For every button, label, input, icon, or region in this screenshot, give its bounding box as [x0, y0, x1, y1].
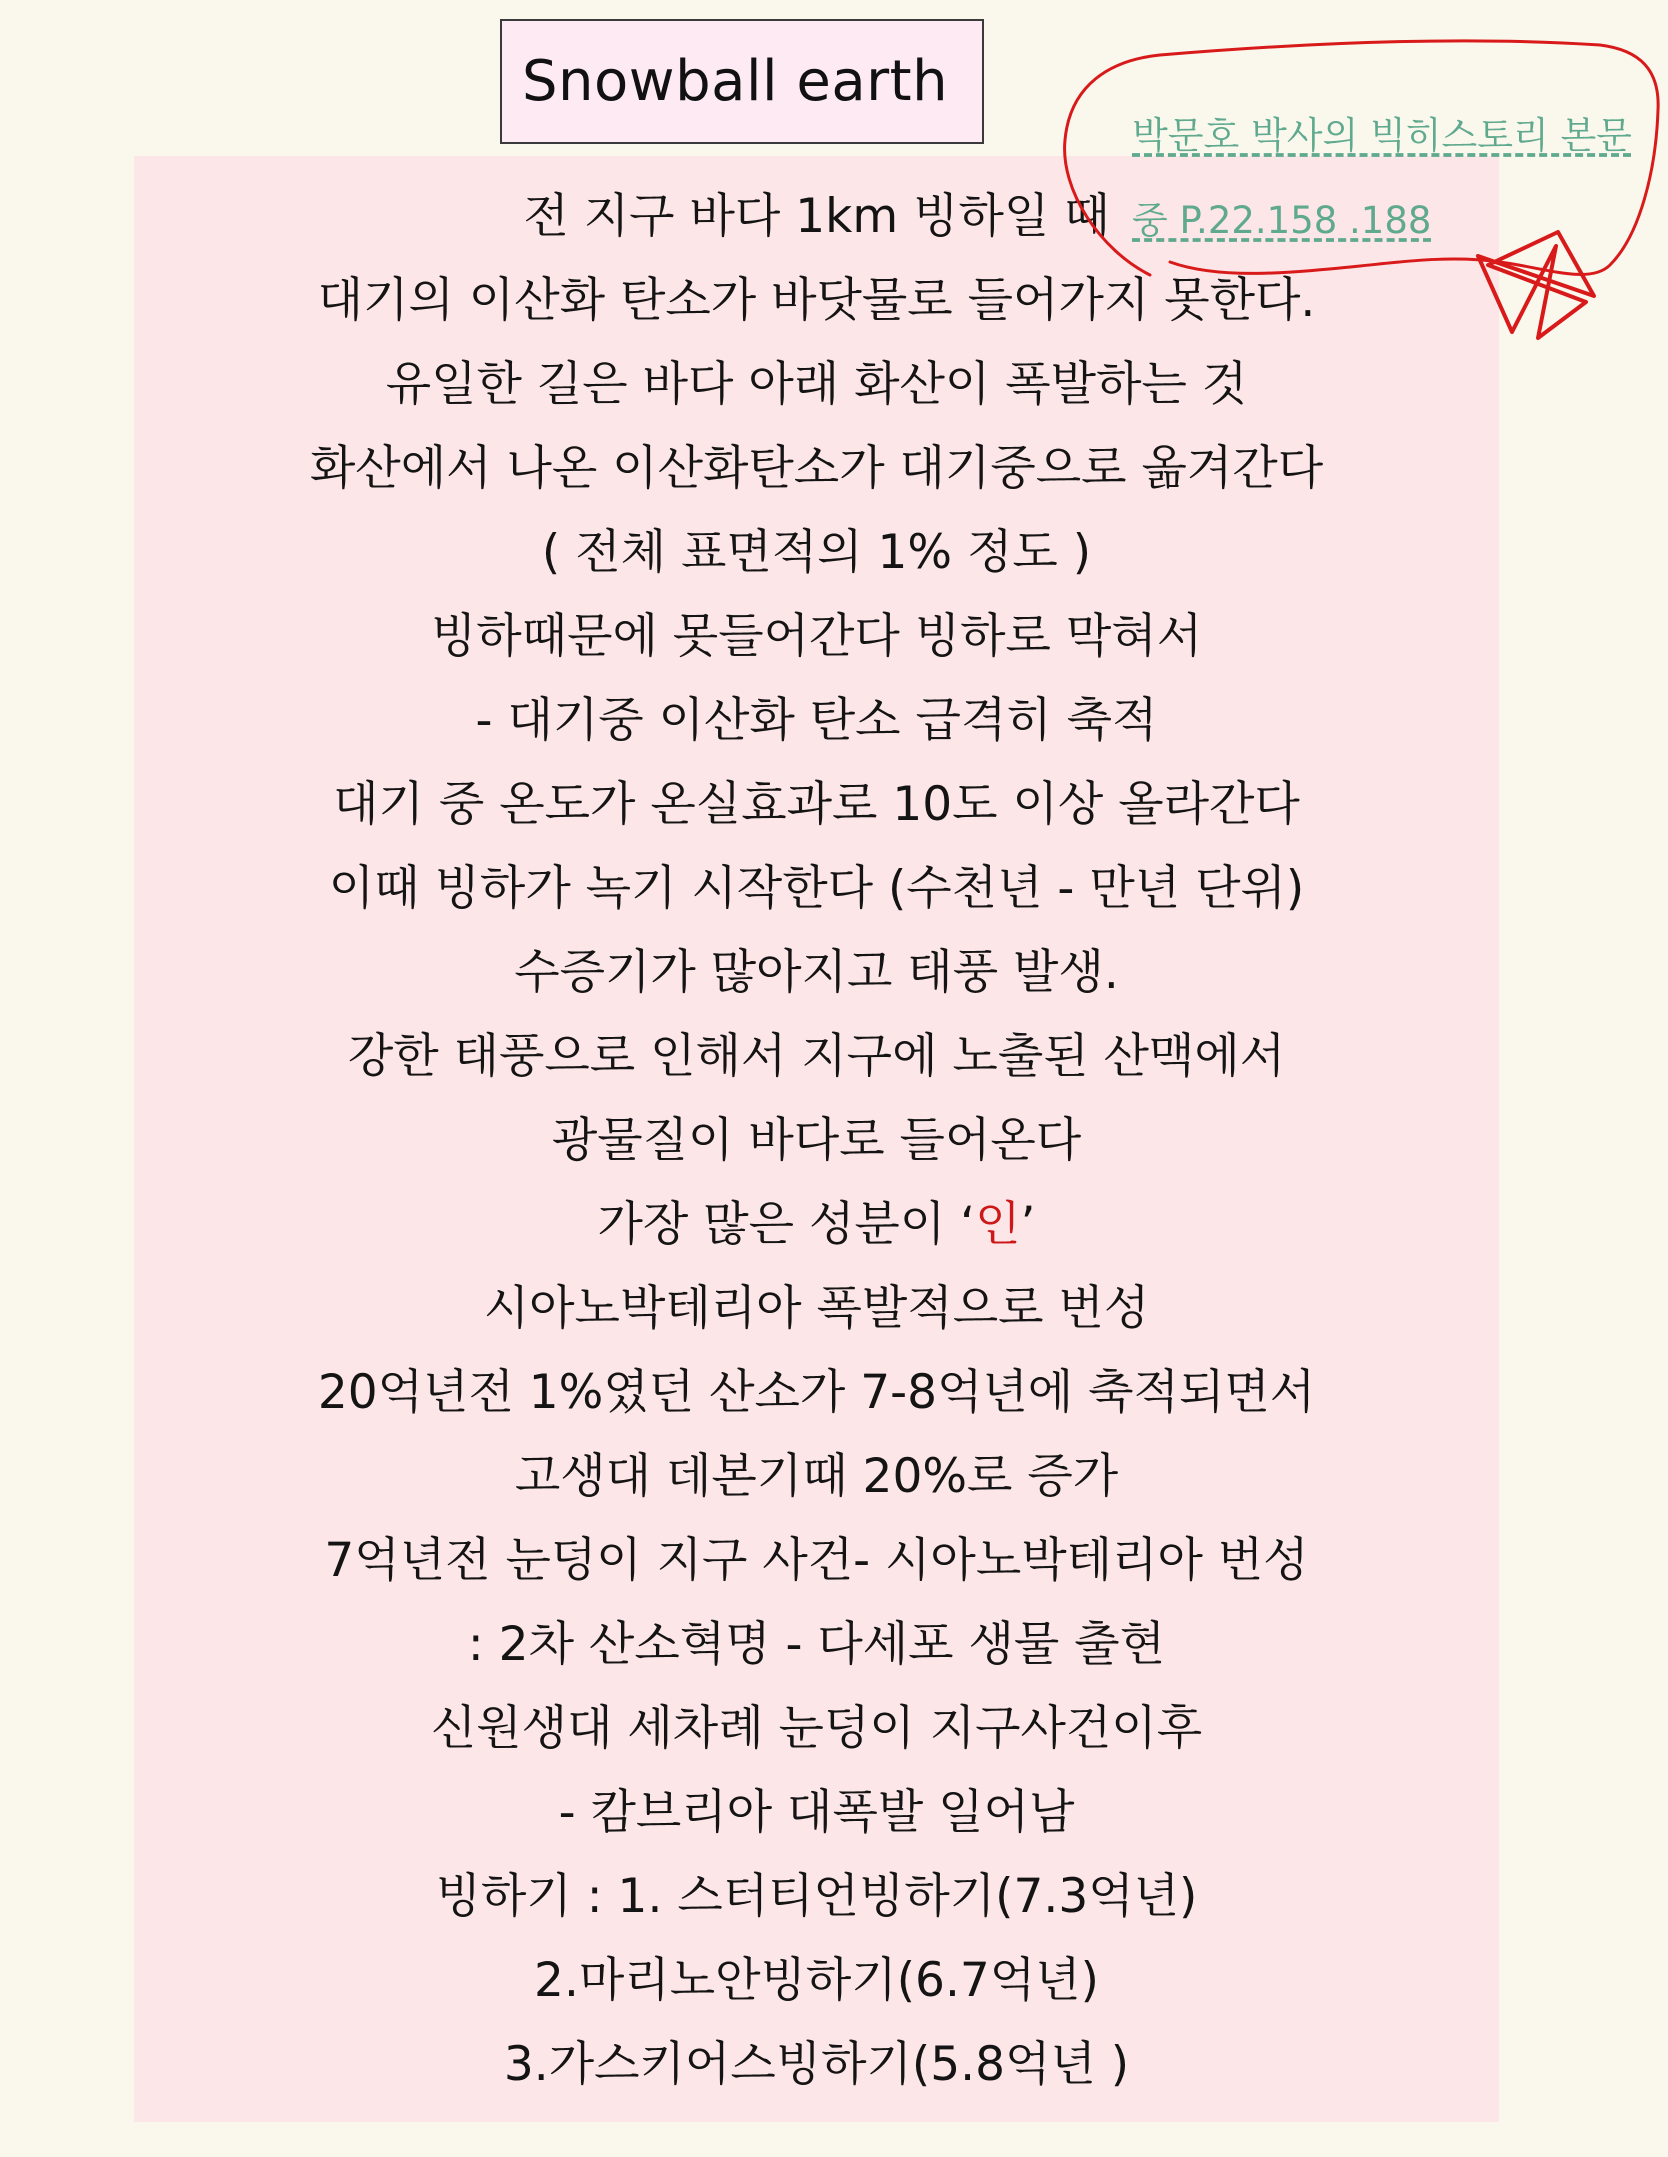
text-line-12: 광물질이 바다로 들어온다: [551, 1113, 1082, 1168]
reference-line-1: 박문호 박사의 빅히스토리 본문: [1132, 114, 1632, 157]
text-line-13: [134, 1183, 1499, 1267]
text-line-7: - 대기중 이산화 탄소 급격히 축적: [475, 693, 1158, 748]
text-line-1: 전 지구 바다 1km 빙하일 때: [523, 189, 1110, 244]
text-line-22: 2.마리노안빙하기(6.7억년): [534, 1953, 1099, 2008]
text-line-8: 대기 중 온도가 온실효과로 10도 이상 올라간다: [333, 777, 1300, 832]
text-line-17: 7억년전 눈덩이 지구 사건- 시아노박테리아 번성: [324, 1533, 1309, 1588]
text-line-10: 수증기가 많아지고 태풍 발생.: [514, 945, 1119, 1000]
title-box: [500, 19, 984, 144]
text-line-5: ( 전체 표면적의 1% 정도 ): [541, 525, 1092, 580]
text-line-13-prefix: 가장 많은 성분이 ‘: [597, 1197, 976, 1252]
page-title: Snowball earth: [522, 49, 949, 114]
text-line-13-suffix: ’: [1020, 1197, 1036, 1252]
text-line-2: 대기의 이산화 탄소가 바닷물로 들어가지 못한다.: [317, 273, 1316, 328]
text-line-19: 신원생대 세차례 눈덩이 지구사건이후: [430, 1701, 1203, 1756]
text-line-23: 3.가스키어스빙하기(5.8억년 ): [503, 2037, 1130, 2092]
text-line-15: 20억년전 1%였던 산소가 7-8억년에 축적되면서: [317, 1365, 1316, 1420]
text-line-11: 강한 태풍으로 인해서 지구에 노출된 산맥에서: [347, 1029, 1286, 1084]
text-line-18: : 2차 산소혁명 - 다세포 생물 출현: [467, 1617, 1166, 1672]
text-line-9: 이때 빙하가 녹기 시작한다 (수천년 - 만년 단위): [328, 861, 1305, 916]
text-line-4: 화산에서 나온 이산화탄소가 대기중으로 옮겨간다: [309, 441, 1324, 496]
text-line-21: 빙하기 : 1. 스터티언빙하기(7.3억년): [435, 1869, 1198, 1924]
text-line-6: 빙하때문에 못들어간다 빙하로 막혀서: [430, 609, 1203, 664]
body-text: [134, 175, 1499, 2107]
highlight-word: 인: [975, 1197, 1021, 1252]
text-line-3: 유일한 길은 바다 아래 화산이 폭발하는 것: [385, 357, 1248, 412]
reference-line-2: 중 P.22.158 .188: [1132, 199, 1432, 242]
text-line-20: - 캄브리아 대폭발 일어남: [558, 1785, 1075, 1840]
text-line-14: 시아노박테리아 폭발적으로 번성: [483, 1281, 1150, 1336]
text-line-16: 고생대 데본기때 20%로 증가: [514, 1449, 1119, 1504]
